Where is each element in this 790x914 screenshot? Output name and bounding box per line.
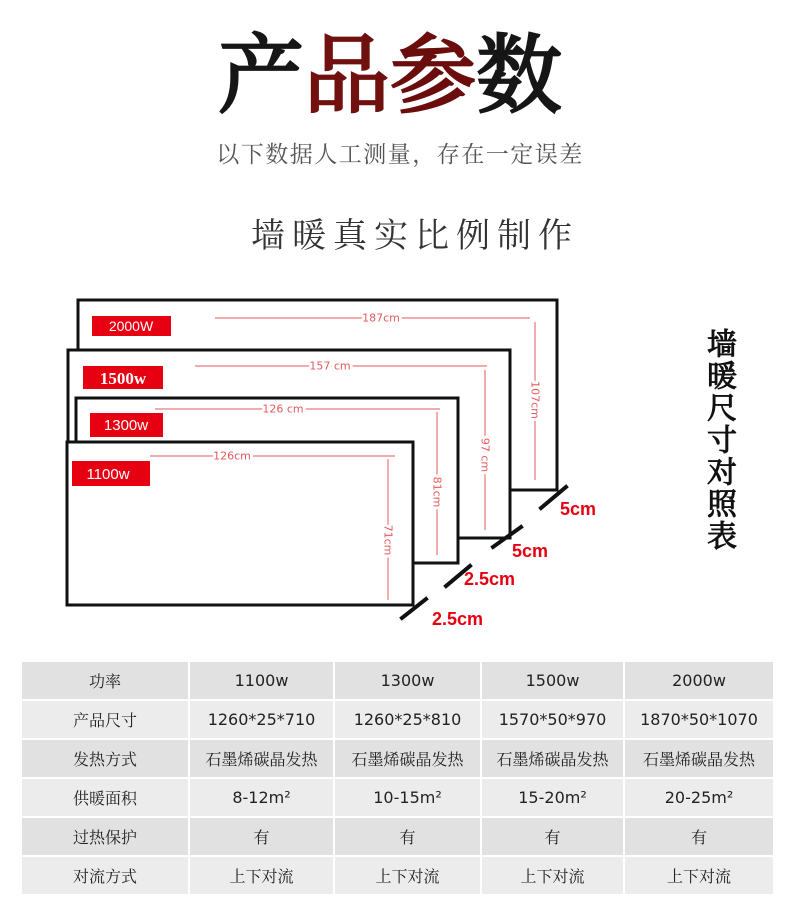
spec-cell: 2000w — [625, 662, 773, 699]
power-label: 1100w — [86, 466, 130, 483]
height-dimension-label: 107cm — [528, 381, 542, 419]
spec-cell: 上下对流 — [482, 857, 623, 894]
power-label: 1300w — [103, 417, 149, 434]
width-dimension-label: 126 cm — [262, 402, 304, 416]
title-char: 产 — [218, 26, 304, 126]
height-dimension-label: 71cm — [381, 524, 395, 556]
spec-cell: 1300w — [335, 662, 480, 699]
spec-cell: 上下对流 — [190, 857, 333, 894]
spec-cell: 10-15m² — [335, 779, 480, 816]
width-dimension-label: 157 cm — [309, 359, 351, 373]
spec-cell: 上下对流 — [335, 857, 480, 894]
height-dimension-label: 97 cm — [478, 437, 492, 473]
row-label-heating-area: 供暖面积 — [22, 779, 188, 816]
width-dimension-label: 126cm — [213, 449, 251, 463]
spec-cell: 1260*25*810 — [335, 701, 480, 738]
title-char: 数 — [476, 26, 562, 126]
spec-cell: 8-12m² — [190, 779, 333, 816]
page-subtitle: 以下数据人工测量，存在一定误差 — [216, 142, 584, 168]
spec-cell: 1870*50*1070 — [625, 701, 773, 738]
spec-cell: 有 — [335, 818, 480, 855]
size-chart-side-title: 墙暖尺寸对照表 — [701, 328, 736, 552]
spec-cell: 20-25m² — [625, 779, 773, 816]
spec-table — [22, 662, 773, 894]
thickness-label: 5cm — [512, 541, 549, 561]
thickness-label: 2.5cm — [432, 609, 484, 629]
spec-cell: 1260*25*710 — [190, 701, 333, 738]
row-label-power: 功率 — [22, 662, 188, 699]
size-diagram — [0, 280, 680, 640]
spec-cell: 1500w — [482, 662, 623, 699]
spec-cell: 有 — [625, 818, 773, 855]
spec-cell: 石墨烯碳晶发热 — [625, 740, 773, 777]
power-label: 1500w — [99, 369, 147, 388]
height-dimension-label: 81cm — [430, 476, 444, 508]
title-char: 品 — [304, 26, 390, 126]
spec-cell: 有 — [482, 818, 623, 855]
row-label-heating-method: 发热方式 — [22, 740, 188, 777]
spec-cell: 1570*50*970 — [482, 701, 623, 738]
row-label-size: 产品尺寸 — [22, 701, 188, 738]
width-dimension-label: 187cm — [362, 311, 400, 325]
row-label-convection: 对流方式 — [22, 857, 188, 894]
title-char: 参 — [390, 26, 476, 126]
spec-cell: 石墨烯碳晶发热 — [335, 740, 480, 777]
spec-cell: 15-20m² — [482, 779, 623, 816]
power-label: 2000W — [108, 318, 154, 334]
spec-cell: 石墨烯碳晶发热 — [482, 740, 623, 777]
spec-cell: 有 — [190, 818, 333, 855]
page-title — [0, 26, 780, 126]
row-label-overheat-protection: 过热保护 — [22, 818, 188, 855]
spec-cell: 石墨烯碳晶发热 — [190, 740, 333, 777]
diagram-heading: 墙暖真实比例制作 — [251, 216, 579, 256]
panel-1100w — [67, 442, 413, 605]
spec-cell: 上下对流 — [625, 857, 773, 894]
thickness-label: 2.5cm — [464, 569, 516, 589]
thickness-label: 5cm — [560, 499, 597, 519]
spec-cell: 1100w — [190, 662, 333, 699]
